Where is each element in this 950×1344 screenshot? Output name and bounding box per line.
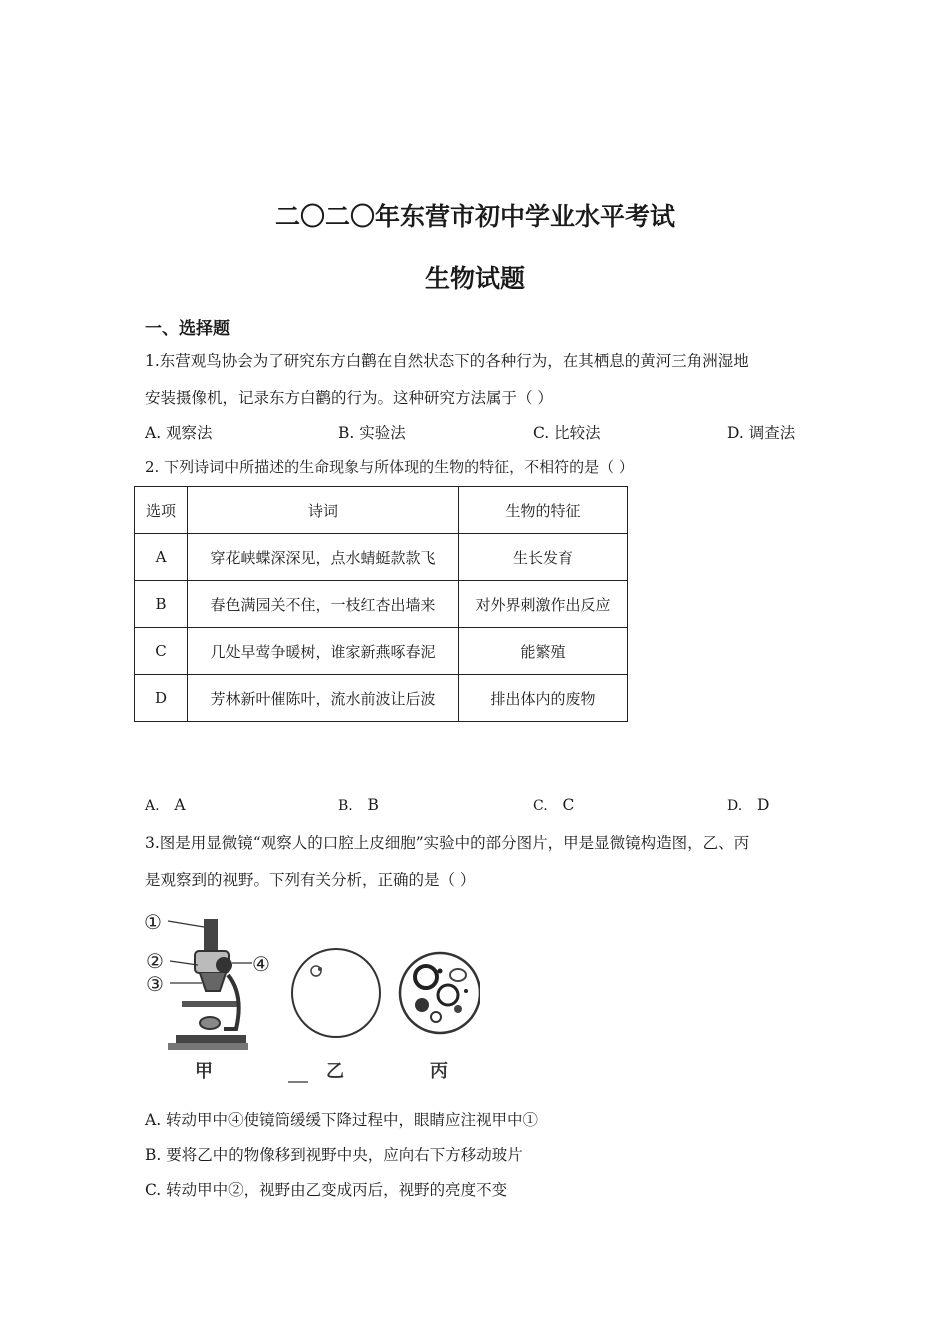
marker-2: ② — [146, 949, 164, 973]
option-text: A — [174, 796, 186, 814]
q3-stem-line2: 是观察到的视野。下列有关分析，正确的是（ ） — [145, 871, 476, 889]
table-cell: A — [135, 534, 188, 581]
q1-stem-line2: 安装摄像机，记录东方白鹳的行为。这种研究方法属于（ ） — [145, 389, 553, 407]
q2-option-b — [338, 796, 379, 814]
table-header-cell: 诗词 — [188, 487, 459, 534]
q3-stem-line1: 3.图是用显微镜“观察人的口腔上皮细胞”实验中的部分图片，甲是显微镜构造图，乙、丙 — [145, 834, 750, 852]
q2-table — [134, 486, 628, 722]
q2-option-c — [533, 796, 574, 814]
table-cell: 生长发育 — [459, 534, 628, 581]
option-letter: B. — [338, 798, 353, 814]
q3-figure — [140, 905, 480, 1090]
table-row — [135, 628, 628, 675]
q1-option-d: D. 调查法 — [727, 424, 796, 442]
table-cell: 对外界刺激作出反应 — [459, 581, 628, 628]
section-heading: 一、选择题 — [145, 319, 230, 339]
table-header-row — [135, 487, 628, 534]
page-subtitle: 生物试题 — [424, 264, 525, 293]
option-letter: A. — [145, 798, 160, 814]
q1-option-a: A. 观察法 — [145, 424, 213, 442]
option-text: D — [756, 796, 770, 814]
marker-1: ① — [144, 910, 162, 934]
table-cell: B — [135, 581, 188, 628]
field-of-view-bing — [400, 953, 480, 1033]
table-header-cell: 生物的特征 — [459, 487, 628, 534]
table-row — [135, 581, 628, 628]
table-cell: 几处早莺争暖树，谁家新燕啄春泥 — [188, 628, 459, 675]
q2-stem: 2. 下列诗词中所描述的生命现象与所体现的生物的特征，不相符的是（ ） — [145, 458, 634, 476]
q2-option-d — [727, 796, 769, 814]
q3-option-c: C. 转动甲中②，视野由乙变成丙后，视野的亮度不变 — [145, 1181, 508, 1199]
option-letter: D. — [727, 798, 743, 814]
table-cell: 春色满园关不住，一枝红杏出墙来 — [188, 581, 459, 628]
q1-stem-line1: 1.东营观鸟协会为了研究东方白鹳在自然状态下的各种行为，在其栖息的黄河三角洲湿地 — [145, 352, 749, 370]
table-cell: D — [135, 675, 188, 722]
q2-option-a — [145, 796, 186, 814]
marker-3: ③ — [146, 972, 164, 996]
option-letter: C. — [533, 798, 548, 814]
q1-option-c: C. 比较法 — [533, 424, 601, 442]
q3-option-a: A. 转动甲中④使镜筒缓缓下降过程中，眼睛应注视甲中① — [145, 1111, 539, 1129]
table-cell: 排出体内的废物 — [459, 675, 628, 722]
table-cell: 穿花峡蝶深深见，点水蜻蜓款款飞 — [188, 534, 459, 581]
page-title: 二〇二〇年东营市初中学业水平考试 — [274, 202, 675, 231]
table-cell: 能繁殖 — [459, 628, 628, 675]
marker-4: ④ — [252, 952, 270, 976]
table-row — [135, 675, 628, 722]
figure-label-bing: 丙 — [430, 1061, 448, 1082]
q1-option-b: B. 实验法 — [338, 424, 406, 442]
figure-label-jia: 甲 — [195, 1061, 213, 1082]
option-text: B — [367, 796, 379, 814]
table-row — [135, 534, 628, 581]
table-cell: 芳林新叶催陈叶，流水前波让后波 — [188, 675, 459, 722]
figure-label-yi: 乙 — [326, 1061, 344, 1082]
table-header-cell: 选项 — [135, 487, 188, 534]
option-text: C — [562, 796, 575, 814]
microscope-illustration — [168, 919, 248, 1050]
q3-option-b: B. 要将乙中的物像移到视野中央，应向右下方移动玻片 — [145, 1146, 523, 1164]
table-cell: C — [135, 628, 188, 675]
